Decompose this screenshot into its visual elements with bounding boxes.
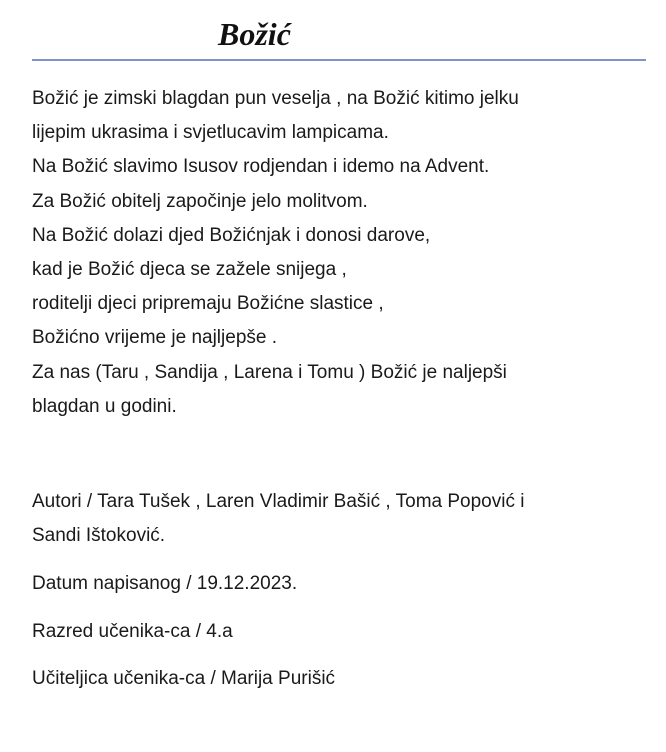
class-line: Razred učenika-ca / 4.a [32,621,233,642]
poem-line: Božić je zimski blagdan pun veselja , na Božić kitimo jelku [32,88,519,109]
authors-line: Autori / Tara Tušek , Laren Vladimir Bašić , Toma Popović i [32,491,525,512]
poem-line: blagdan u godini. [32,395,177,417]
poem-line: kad je Božić djeca se zažele snijega , [32,259,347,281]
poem-line: lijepim ukrasima i svjetlucavim lampicama. [32,122,389,144]
teacher-line: Učiteljica učenika-ca / Marija Purišić [32,668,336,689]
title-underline [32,59,646,61]
poem-line: Božićno vrijeme je najljepše . [32,327,278,349]
poem-line: Za Božić obitelj započinje jelo molitvom. [32,190,368,212]
poem-line: roditelji djeci pripremaju Božićne slastice , [32,293,384,315]
authors-line: Sandi Ištoković. [32,525,166,546]
poem-line: Na Božić dolazi djed Božićnjak i donosi darove, [32,224,431,246]
poem-line: Za nas (Taru , Sandija , Larena i Tomu ) Božić je naljepši [32,361,507,383]
poem-line: Na Božić slavimo Isusov rodjendan i idemo na Advent. [32,156,490,178]
document-title: Božić [218,16,291,52]
poem-body [32,82,652,424]
date-line: Datum napisanog / 19.12.2023. [32,573,298,594]
authors-block [32,485,652,553]
